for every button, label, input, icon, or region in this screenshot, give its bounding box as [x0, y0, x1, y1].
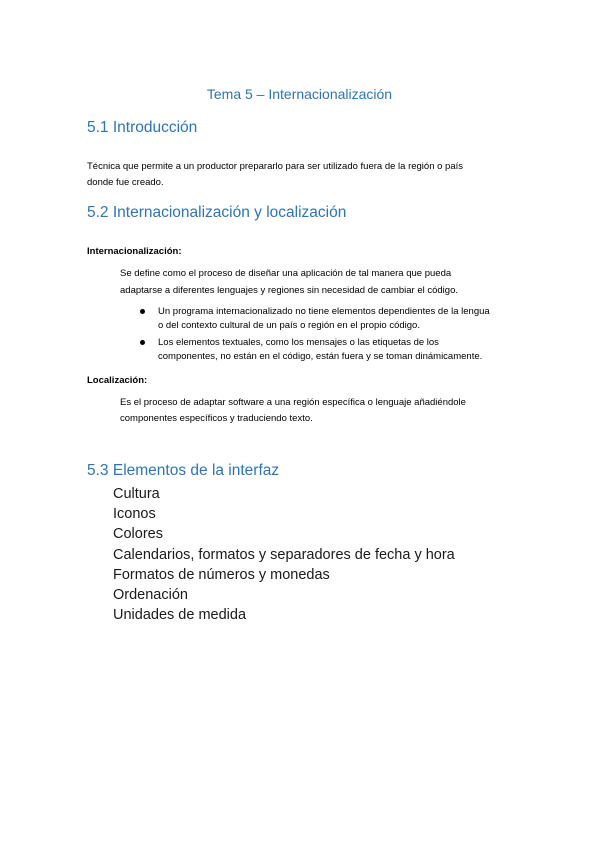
bullet-line: Los elementos textuales, como los mensajes o las etiquetas de los [158, 337, 439, 348]
list-item: Calendarios, formatos y separadores de fecha y hora [113, 546, 455, 563]
heading-elementos-interfaz: 5.3 Elementos de la interfaz [87, 462, 280, 479]
heading-internacionalizacion-localizacion: 5.2 Internacionalización y localización [87, 204, 347, 221]
bullet-line: o del contexto cultural de un país o región en el propio código. [158, 320, 420, 331]
interface-elements-list [113, 484, 455, 625]
localizacion-line-2: componentes específicos y traduciendo texto. [120, 413, 313, 424]
list-item: Cultura [113, 486, 160, 502]
intro-line-2: donde fue creado. [87, 177, 164, 188]
bullet-icon [140, 309, 145, 314]
list-item: Formatos de números y monedas [113, 566, 330, 583]
bullet-item [140, 336, 490, 364]
document-title: Tema 5 – Internacionalización [206, 86, 393, 102]
label-internacionalizacion: Internacionalización: [87, 246, 182, 257]
label-localizacion: Localización: [87, 375, 148, 386]
bullet-list [140, 305, 490, 367]
list-item: Ordenación [113, 587, 188, 604]
heading-introduccion: 5.1 Introducción [87, 119, 198, 136]
bullet-line: componentes, no están en el código, están fuera y se toman dinámicamente. [158, 351, 483, 362]
list-item: Unidades de medida [113, 607, 247, 624]
bullet-line: Un programa internacionalizado no tiene elementos dependientes de la lengua [158, 306, 490, 317]
list-item: Iconos [113, 506, 156, 523]
list-item: Colores [113, 526, 163, 543]
internacionalizacion-line-1: Se define como el proceso de diseñar una aplicación de tal manera que pueda [120, 268, 452, 279]
bullet-item [140, 305, 490, 333]
intro-line-1: Técnica que permite a un productor prepararlo para ser utilizado fuera de la región o país [87, 161, 463, 172]
bullet-icon [140, 340, 145, 345]
localizacion-line-1: Es el proceso de adaptar software a una región específica o lenguaje añadiéndole [120, 397, 466, 408]
internacionalizacion-line-2: adaptarse a diferentes lenguajes y regiones sin necesidad de cambiar el código. [120, 285, 458, 296]
